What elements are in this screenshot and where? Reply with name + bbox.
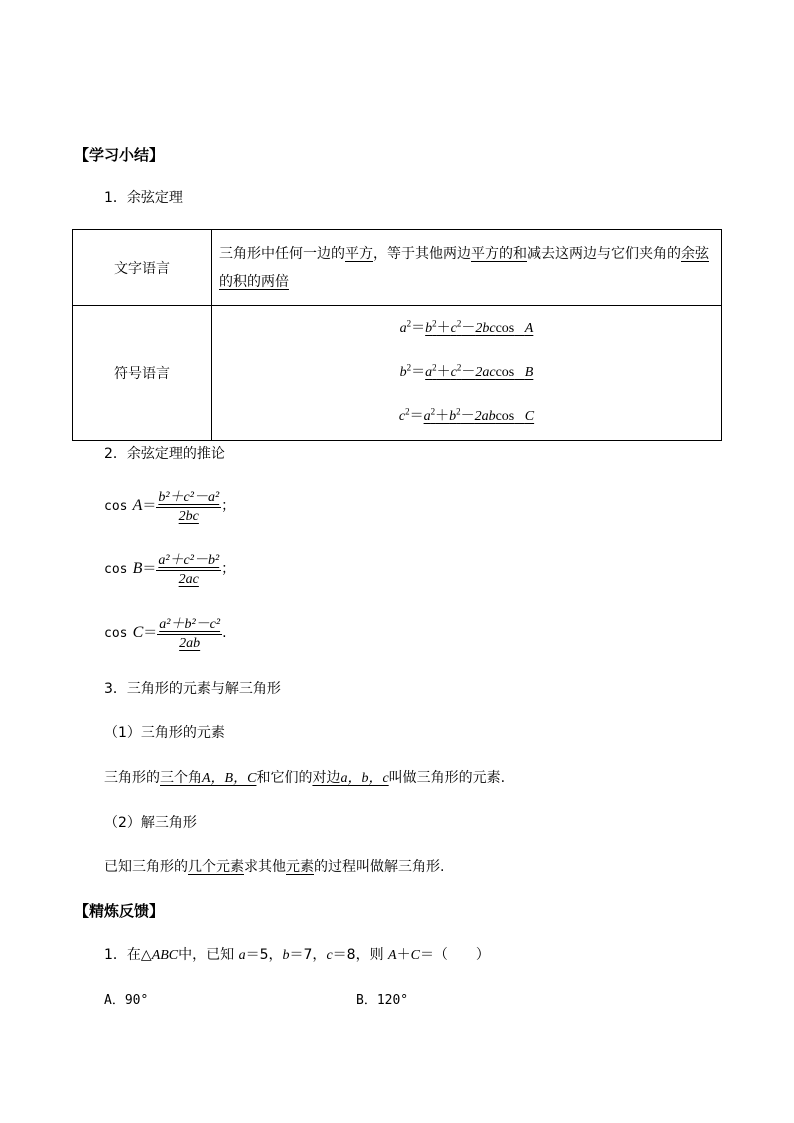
table-cell-formulas [212,306,722,441]
question-text: ＋ [396,947,411,963]
formula-var: c [398,409,406,424]
formula-op: ＋ [435,409,450,424]
formula-cos: cos [495,409,515,424]
solve-triangle-definition [104,856,444,876]
fraction-numerator: a²＋c²－b² [156,549,221,571]
question-1 [104,944,490,964]
definition-vars: a，b，c [340,771,389,786]
formula-var: a [423,409,431,424]
definition-underlined [312,770,388,786]
definition-text: 的过程叫做解三角形. [314,859,445,875]
definition-underlined: 几个元素 [188,859,244,875]
statement-text: 减去这两边与它们夹角的 [527,245,681,262]
definition-text: 三个角 [160,770,202,786]
definition-text: 已知三角形的 [104,859,188,875]
formula-line [213,395,720,439]
formula-op: ＝ [411,321,426,336]
formula-angle: C [524,409,535,424]
definition-underlined: 元素 [286,859,314,875]
angle-var: A [132,497,143,514]
question-var: A [388,948,397,963]
statement-underlined: 平方 [345,245,373,262]
question-text: 中，已知 [178,947,235,963]
statement-underlined: 余弦的积的两倍 [219,245,709,290]
cos-label: cos [104,499,128,514]
formula-underlined [423,406,535,424]
definition-underlined [160,770,256,786]
formula-line [213,351,720,395]
angle-var: B [132,560,143,577]
fraction-numerator: b²＋c²－a² [156,486,221,508]
subheading-elements: （1）三角形的元素 [104,725,225,741]
formula-var: 2ac [475,365,496,380]
formula-var: 2ab [474,409,496,424]
fraction-denominator: 2ac [178,572,199,587]
punctuation: . [222,625,227,641]
table-label-text: 文字语言 [73,230,212,306]
corollary-cos-b [104,549,235,588]
subheading-solve-triangle: （2）解三角形 [104,815,197,831]
question-var: C [410,948,420,963]
option-value: 120° [376,993,409,1008]
question-var: a [238,948,246,963]
formula-underlined [425,362,534,380]
fraction [157,613,222,652]
formula-underlined [425,318,534,336]
formula-line [213,307,720,351]
question-text: ＝8，则 [332,947,384,963]
question-text: ＝7， [289,947,327,963]
equals-sign: ＝ [142,498,157,514]
formula-exp: 2 [432,318,437,329]
fraction-denominator: 2bc [178,509,199,524]
formula-exp: 2 [456,362,462,373]
formula-exp: 2 [432,362,437,373]
corollary-cos-a [104,486,235,525]
formula-exp: 2 [430,406,436,417]
formula-exp: 2 [405,406,410,417]
formula-cos: cos [495,365,515,380]
option-b[interactable] [356,989,408,1008]
statement-text: 三角形中任何一边的 [219,245,345,262]
definition-text: 求其他 [244,859,286,875]
item-title-triangle-elements: 3．三角形的元素与解三角形 [104,681,281,697]
section-heading-summary: 【学习小结】 [74,146,165,164]
formula-angle: A [524,321,534,336]
equals-sign: ＝ [142,561,157,577]
equals-sign: ＝ [143,625,158,641]
formula-exp: 2 [406,362,412,373]
question-text: ＝5， [245,947,283,963]
definition-vars: A，B，C [202,771,257,786]
statement-underlined: 平方的和 [471,245,527,262]
formula-var: c [450,365,457,380]
formula-op: － [461,321,476,336]
item-title-cosine-law: 1．余弦定理 [104,190,183,206]
option-letter: A． [104,993,125,1008]
elements-definition [104,767,505,787]
punctuation: ； [221,498,236,514]
formula-op: ＝ [411,365,426,380]
formula-var: a [399,321,407,336]
option-a[interactable] [104,989,148,1008]
formula-var: b [425,321,433,336]
item-title-corollary: 2．余弦定理的推论 [104,446,225,462]
fraction-numerator: a²＋b²－c² [157,613,222,635]
angle-var: C [132,624,144,641]
fraction-denominator: 2ab [179,636,201,651]
formula-op: ＋ [436,321,451,336]
question-var: b [282,948,290,963]
formula-angle: B [524,365,534,380]
formula-op: ＝ [409,409,424,424]
table-cell-text-statement [212,230,722,306]
definition-text: 对边 [312,770,341,786]
cos-label: cos [104,626,128,641]
formula-exp: 2 [456,406,461,417]
cos-label: cos [104,562,128,577]
definition-text: 和它们的 [256,770,313,786]
option-value: 90° [124,993,149,1008]
punctuation: ； [221,561,236,577]
formula-var: b [449,409,457,424]
corollary-cos-c [104,613,227,652]
question-var: ABC [151,948,179,963]
question-var: c [326,948,333,963]
formula-var: b [399,365,407,380]
fraction [156,486,221,525]
formula-op: － [460,409,475,424]
definition-text: 叫做三角形的元素. [388,770,506,786]
formula-var: 2bc [475,321,496,336]
statement-text: ，等于其他两边 [373,245,471,262]
formula-exp: 2 [456,318,462,329]
formula-op: － [461,365,476,380]
table-row-symbol-language [73,306,722,441]
question-text: 1．在△ [104,947,152,963]
cosine-law-table [72,229,722,441]
question-text: ＝（ ） [419,947,490,963]
formula-cos: cos [495,321,515,336]
option-letter: B． [356,993,377,1008]
table-row-text-language [73,230,722,306]
table-label-symbol: 符号语言 [73,306,212,441]
formula-exp: 2 [406,318,412,329]
fraction [156,549,221,588]
section-heading-practice: 【精炼反馈】 [74,902,165,920]
formula-var: a [425,365,433,380]
definition-text: 三角形的 [104,770,160,786]
formula-op: ＋ [436,365,451,380]
formula-var: c [450,321,457,336]
